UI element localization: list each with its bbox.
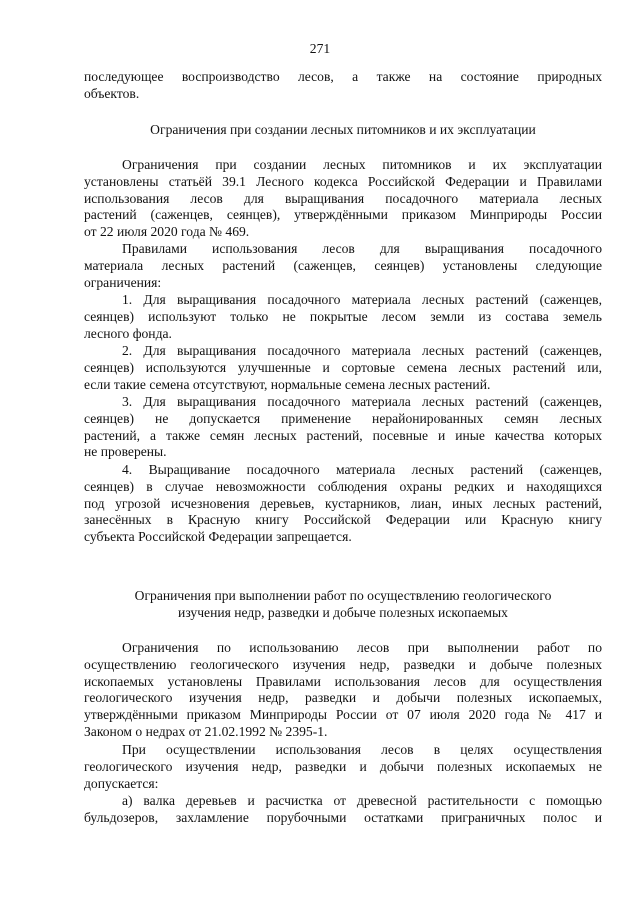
text-line: сеянцев) используются улучшенные и сортовые семена лесных растений или,: [84, 359, 602, 375]
text-line: растений (саженцев, сеянцев), утверждёнными приказом Минприроды России: [84, 207, 602, 223]
paragraph-geology-restrictions: [84, 640, 602, 741]
text-line: Ограничения при создании лесных питомников и их эксплуатации: [122, 157, 602, 172]
list-item-2: [84, 343, 602, 393]
text-line: а) валка деревьев и расчистка от древесной растительности с помощью: [122, 793, 602, 808]
list-item-4: [84, 462, 602, 546]
text-line: ископаемых установлены Правилами использования лесов для осуществления: [84, 673, 602, 689]
page-number: 271: [309, 41, 331, 56]
text-line: последующее воспроизводство лесов, а также на состояние природных: [84, 69, 602, 84]
text-line: Ограничения по использованию лесов при выполнении работ по: [122, 640, 602, 655]
text-line: бульдозеров, захламление порубочными остатками приграничных полос и: [84, 809, 602, 825]
text-line: сеянцев) не допускается применение нерайонированных семян лесных: [84, 410, 602, 426]
text-line: допускается:: [84, 775, 159, 791]
list-item-3: [84, 394, 602, 461]
list-item-a: [84, 793, 602, 827]
text-line: лесного фонда.: [84, 325, 172, 341]
text-line: геологического изучения недр, разведки и добычи полезных ископаемых,: [84, 690, 602, 706]
text-line: использования лесов для выращивания посадочного материала лесных: [84, 190, 602, 206]
text-line: установлены статьёй 39.1 Лесного кодекса Российской Федерации и Правилами: [84, 173, 602, 189]
text-line: не проверены.: [84, 444, 167, 460]
section-heading-geology: [84, 588, 602, 622]
paragraph-rules-list-intro: [84, 241, 602, 291]
heading-line: изучения недр, разведки и добыче полезных ископаемых: [178, 604, 508, 620]
text-line: сеянцев) в случае невозможности соблюдения охраны редких и находящихся: [84, 478, 602, 494]
text-line: ограничения:: [84, 274, 162, 290]
text-line: 4. Выращивание посадочного материала лесных растений (саженцев,: [122, 462, 602, 477]
heading-line: Ограничения при создании лесных питомников и их эксплуатации: [150, 122, 536, 137]
text-line: занесённых в Красную книгу Российской Федерации или Красную книгу: [84, 512, 602, 528]
paragraph-not-permitted-intro: [84, 742, 602, 792]
text-line: материала лесных растений (саженцев, сеянцев) установлены следующие: [84, 257, 602, 273]
text-line: если такие семена отсутствуют, нормальные семена лесных растений.: [84, 376, 491, 392]
text-line: объектов.: [84, 85, 140, 101]
text-line: При осуществлении использования лесов в целях осуществления: [122, 742, 602, 757]
text-line: от 22 июля 2020 года № 469.: [84, 224, 250, 240]
text-line: геологического изучения недр, разведки и добычи полезных ископаемых не: [84, 758, 602, 774]
text-line: Правилами использования лесов для выращивания посадочного: [122, 241, 602, 256]
text-line: растений, а также семян лесных растений, посевные и иные качества которых: [84, 427, 602, 443]
heading-line: Ограничения при выполнении работ по осуществлению геологического: [134, 588, 552, 603]
text-line: 2. Для выращивания посадочного материала лесных растений (саженцев,: [122, 343, 602, 358]
text-line: субъекта Российской Федерации запрещается.: [84, 529, 352, 545]
text-line: под угрозой исчезновения деревьев, кустарников, лиан, иных лесных растений,: [84, 495, 602, 511]
paragraph-nursery-restrictions: [84, 157, 602, 241]
text-line: утверждёнными приказом Минприроды России от 07 июля 2020 года № 417 и: [84, 707, 602, 723]
section-heading-nurseries: [84, 122, 602, 139]
paragraph-continuation: [84, 69, 602, 103]
list-item-1: [84, 292, 602, 342]
text-line: сеянцев) используют только не покрытые лесом земли из состава земель: [84, 308, 602, 324]
text-line: осуществлению геологического изучения недр, разведки и добыче полезных: [84, 656, 602, 672]
text-line: Законом о недрах от 21.02.1992 № 2395-1.: [84, 723, 328, 739]
text-line: 1. Для выращивания посадочного материала лесных растений (саженцев,: [122, 292, 602, 307]
text-line: 3. Для выращивания посадочного материала лесных растений (саженцев,: [122, 394, 602, 409]
